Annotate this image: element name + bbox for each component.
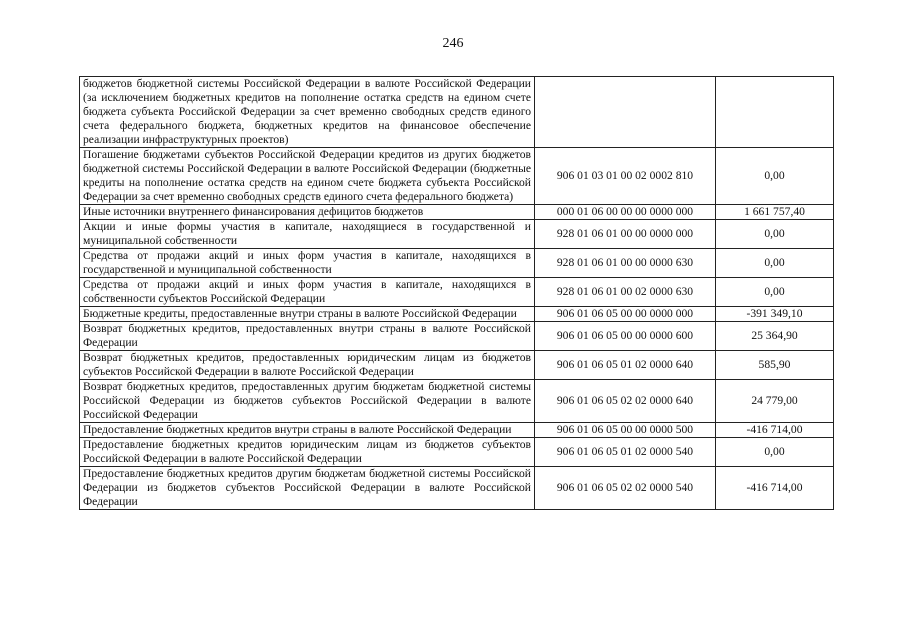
row-amount: 585,90 (716, 351, 834, 380)
row-code: 928 01 06 01 00 00 0000 000 (535, 220, 716, 249)
table-row (80, 351, 834, 380)
row-description: Возврат бюджетных кредитов, предоставленных внутри страны в валюте Российской Федерации (80, 322, 535, 351)
page-number: 246 (442, 36, 464, 51)
row-code: 906 01 06 05 01 02 0000 640 (535, 351, 716, 380)
row-description: Возврат бюджетных кредитов, предоставленных другим бюджетам бюджетной системы Российской Федерации из бюджетов субъектов Российской Федерации в валюте Российской Федерации (80, 380, 535, 423)
row-amount: 0,00 (716, 278, 834, 307)
row-code: 906 01 06 05 02 02 0000 540 (535, 467, 716, 510)
row-code: 906 01 06 05 00 00 0000 500 (535, 423, 716, 438)
row-code: 906 01 06 05 01 02 0000 540 (535, 438, 716, 467)
row-description: Средства от продажи акций и иных форм участия в капитале, находящихся в собственности субъектов Российской Федерации (80, 278, 535, 307)
table-row (80, 249, 834, 278)
row-amount: -391 349,10 (716, 307, 834, 322)
table-row (80, 205, 834, 220)
row-amount: 24 779,00 (716, 380, 834, 423)
row-description: Предоставление бюджетных кредитов другим бюджетам бюджетной системы Российской Федерации из бюджетов субъектов Российской Федерации в валюте Российской Федерации (80, 467, 535, 510)
row-code: 906 01 03 01 00 02 0002 810 (535, 148, 716, 205)
row-code: 928 01 06 01 00 00 0000 630 (535, 249, 716, 278)
row-amount: -416 714,00 (716, 467, 834, 510)
row-description: Возврат бюджетных кредитов, предоставленных юридическим лицам из бюджетов субъектов Российской Федерации в валюте Российской Федерации (80, 351, 535, 380)
row-code: 000 01 06 00 00 00 0000 000 (535, 205, 716, 220)
table-row (80, 380, 834, 423)
row-amount: 0,00 (716, 438, 834, 467)
row-amount: 1 661 757,40 (716, 205, 834, 220)
table-row (80, 322, 834, 351)
row-description: Иные источники внутреннего финансирования дефицитов бюджетов (80, 205, 535, 220)
table-row (80, 278, 834, 307)
table-row (80, 438, 834, 467)
row-description: Акции и иные формы участия в капитале, находящиеся в государственной и муниципальной собственности (80, 220, 535, 249)
row-code: 906 01 06 05 00 00 0000 000 (535, 307, 716, 322)
table-row (80, 77, 834, 148)
row-description: Предоставление бюджетных кредитов внутри страны в валюте Российской Федерации (80, 423, 535, 438)
budget-sources-table (79, 76, 834, 510)
row-amount: -416 714,00 (716, 423, 834, 438)
row-description: бюджетов бюджетной системы Российской Федерации в валюте Российской Федерации (за исключением бюджетных кредитов на пополнение остатка средств на едином счете бюджета субъекта Российской Федерации за счет временно свободных средств единого счета федерального бюджета, бюджетных кредитов на финансовое обеспечение реализации инфраструктурных проектов) (80, 77, 535, 148)
row-amount: 25 364,90 (716, 322, 834, 351)
table-row (80, 220, 834, 249)
table-row (80, 467, 834, 510)
table-row (80, 148, 834, 205)
row-description: Погашение бюджетами субъектов Российской Федерации кредитов из других бюджетов бюджетной системы Российской Федерации в валюте Российской Федерации (бюджетные кредиты на пополнение остатка средств на едином счете бюджета субъекта Российской Федерации за счет временно свободных средств единого счета федерального бюджета) (80, 148, 535, 205)
table-row (80, 423, 834, 438)
row-amount (716, 77, 834, 148)
row-code: 906 01 06 05 02 02 0000 640 (535, 380, 716, 423)
row-description: Предоставление бюджетных кредитов юридическим лицам из бюджетов субъектов Российской Федерации в валюте Российской Федерации (80, 438, 535, 467)
row-code: 928 01 06 01 00 02 0000 630 (535, 278, 716, 307)
row-code: 906 01 06 05 00 00 0000 600 (535, 322, 716, 351)
table-row (80, 307, 834, 322)
row-amount: 0,00 (716, 148, 834, 205)
row-amount: 0,00 (716, 249, 834, 278)
row-description: Бюджетные кредиты, предоставленные внутри страны в валюте Российской Федерации (80, 307, 535, 322)
row-description: Средства от продажи акций и иных форм участия в капитале, находящихся в государственной и муниципальной собственности (80, 249, 535, 278)
row-code (535, 77, 716, 148)
row-amount: 0,00 (716, 220, 834, 249)
